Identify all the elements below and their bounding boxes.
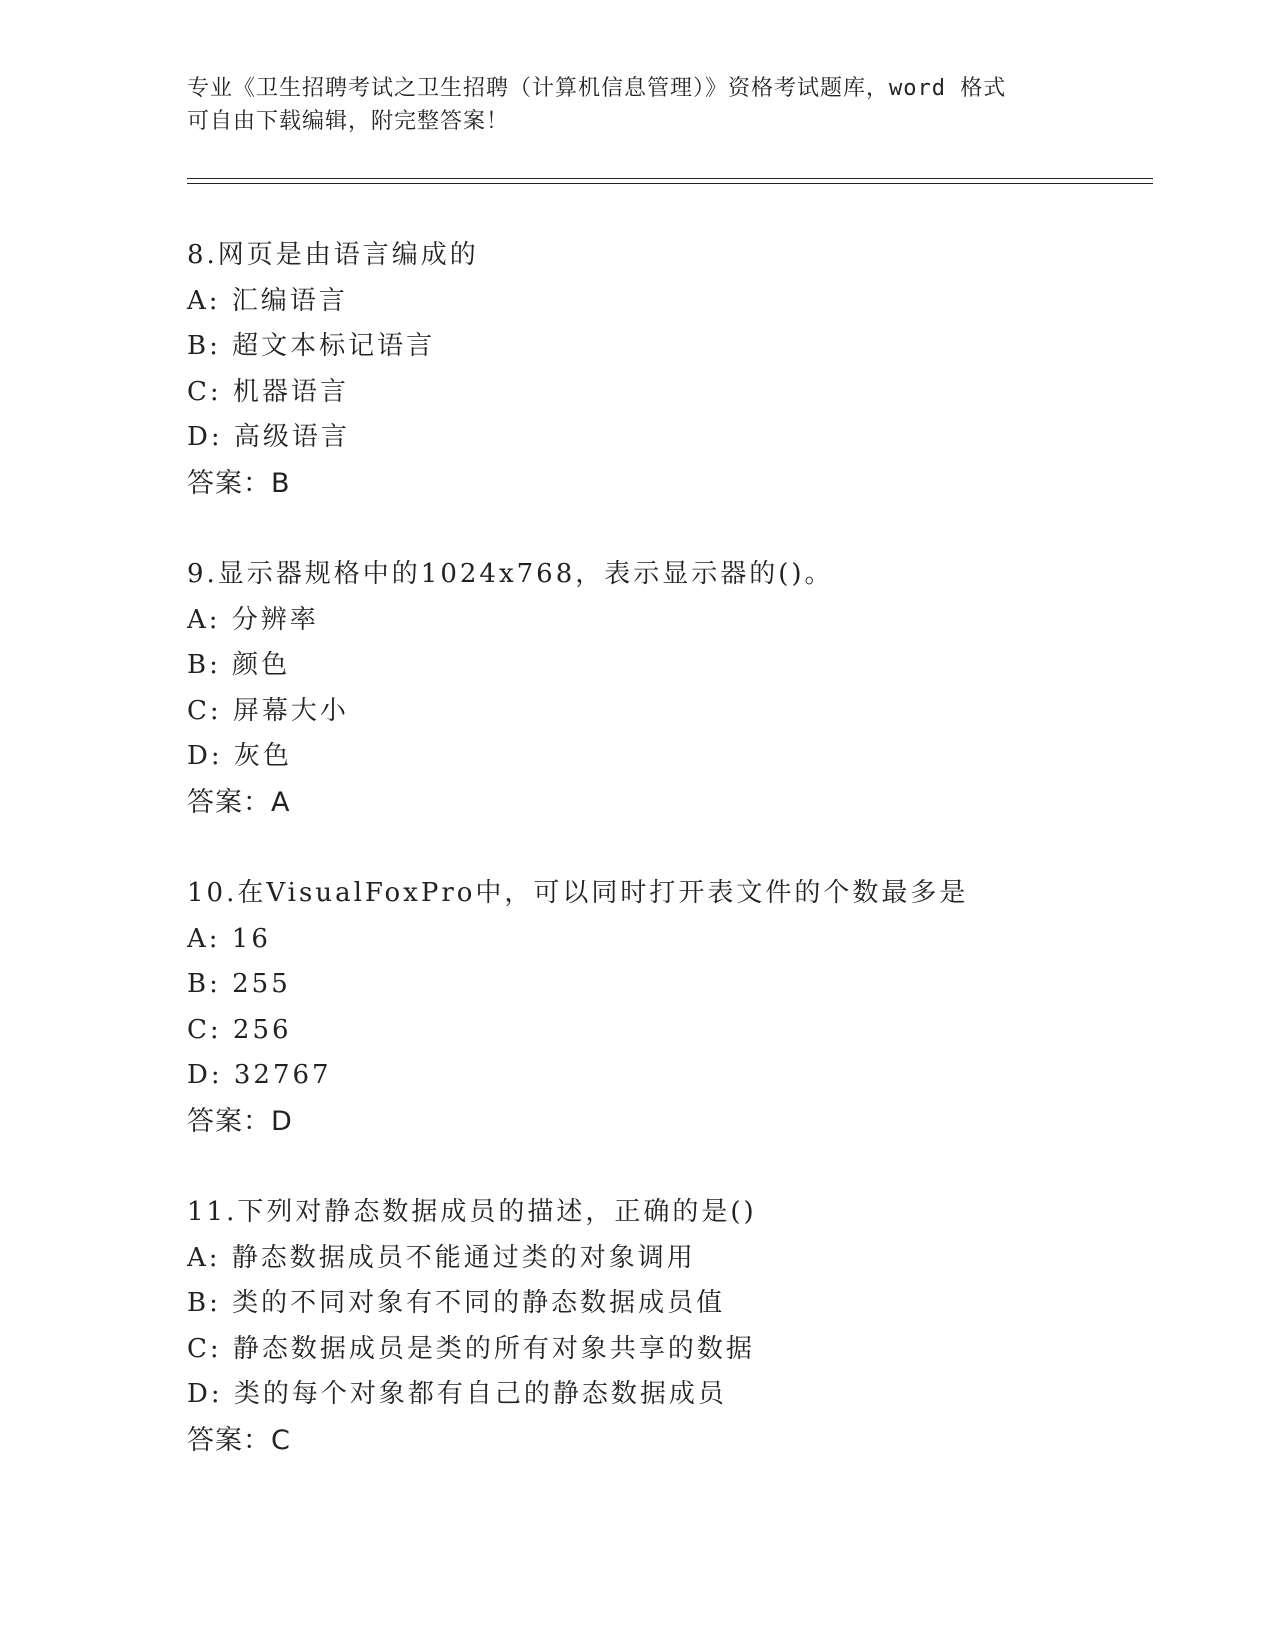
option-c: C: 静态数据成员是类的所有对象共享的数据 (187, 1333, 755, 1364)
option-b: B: 255 (187, 969, 291, 999)
document-header (187, 72, 1087, 138)
option-a: A: 汇编语言 (187, 285, 348, 316)
answer-label: 答案：C (187, 1424, 291, 1456)
option-d: D: 32767 (187, 1060, 332, 1090)
option-c: C: 256 (187, 1014, 292, 1045)
option-a: A: 静态数据成员不能通过类的对象调用 (187, 1242, 696, 1273)
question-stem: 9.显示器规格中的1024x768，表示显示器的()。 (187, 559, 834, 589)
question-10 (187, 871, 1147, 1144)
answer-label: 答案：B (187, 467, 291, 499)
option-b: B: 类的不同对象有不同的静态数据成员值 (187, 1288, 726, 1318)
option-c: C: 屏幕大小 (187, 695, 349, 726)
option-c: C: 机器语言 (187, 376, 349, 407)
option-b: B: 超文本标记语言 (187, 331, 436, 361)
answer-label: 答案：A (187, 786, 291, 818)
question-9 (187, 552, 1147, 825)
answer-label: 答案：D (187, 1105, 293, 1137)
header-divider-top (187, 178, 1153, 179)
option-d: D: 类的每个对象都有自己的静态数据成员 (187, 1379, 727, 1409)
option-a: A: 16 (187, 923, 271, 954)
question-11 (187, 1190, 1147, 1463)
option-d: D: 高级语言 (187, 422, 350, 452)
option-b: B: 颜色 (187, 650, 291, 680)
header-line-2: 可自由下载编辑，附完整答案！ (187, 109, 510, 134)
question-8 (187, 233, 1147, 506)
option-d: D: 灰色 (187, 741, 292, 771)
question-stem: 10.在VisualFoxPro中，可以同时打开表文件的个数最多是 (187, 878, 969, 908)
header-divider-bottom (187, 183, 1153, 184)
question-stem: 11.下列对静态数据成员的描述，正确的是() (187, 1197, 757, 1227)
header-line-1: 专业《卫生招聘考试之卫生招聘（计算机信息管理）》资格考试题库，word 格式 (187, 76, 1007, 101)
question-stem: 8.网页是由语言编成的 (187, 240, 479, 270)
option-a: A: 分辨率 (187, 604, 319, 635)
